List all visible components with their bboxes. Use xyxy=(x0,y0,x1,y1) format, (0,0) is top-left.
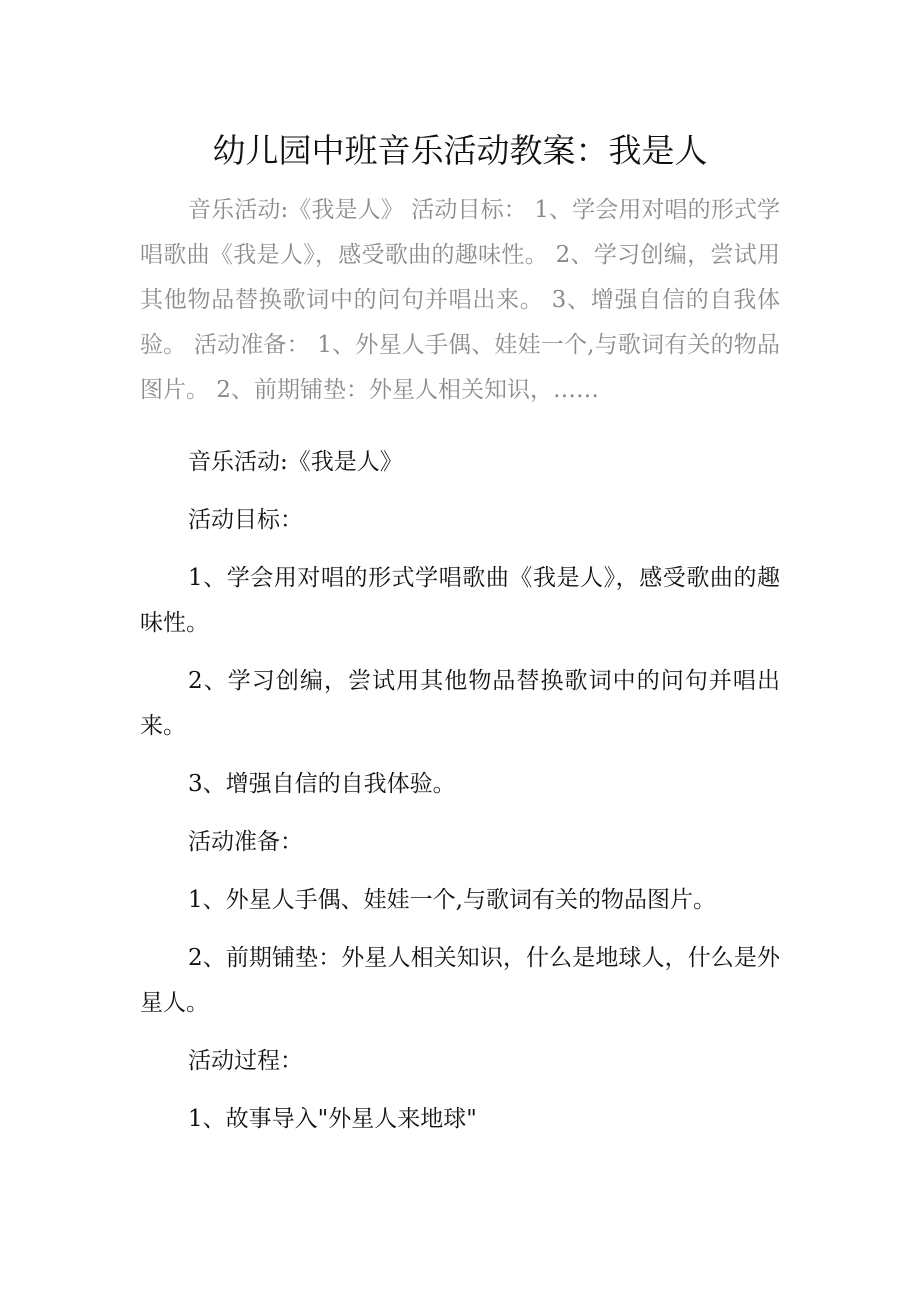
paragraph-goals-heading: 活动目标： xyxy=(188,507,303,533)
paragraph-prep-1: 1、外星人手偶、娃娃一个,与歌词有关的物品图片。 xyxy=(188,887,716,913)
paragraph-prep-heading: 活动准备： xyxy=(188,829,303,855)
paragraph-activity-name: 音乐活动:《我是人》 xyxy=(188,449,403,475)
paragraph-process-1: 1、故事导入"外星人来地球" xyxy=(188,1106,477,1132)
paragraph-process-heading: 活动过程： xyxy=(188,1048,303,1074)
document-body xyxy=(140,440,780,1155)
paragraph-goal-1: 1、学会用对唱的形式学唱歌曲《我是人》，感受歌曲的趣味性。 xyxy=(140,565,780,636)
paragraph-goal-2: 2、学习创编，尝试用其他物品替换歌词中的问句并唱出来。 xyxy=(140,668,780,739)
paragraph-prep-2: 2、前期铺垫：外星人相关知识，什么是地球人，什么是外星人。 xyxy=(140,945,780,1016)
document-summary: 音乐活动:《我是人》 活动目标： 1、学会用对唱的形式学唱歌曲《我是人》，感受歌曲的趣味性。 2、学习创编，尝试用其他物品替换歌词中的问句并唱出来。 3、增强自信的自我体验。 活动准备： 1、外星人手偶、娃娃一个,与歌词有关的物品图片。 2、前期铺垫：外星人相关知识，…… xyxy=(140,197,780,403)
paragraph-goal-3: 3、增强自信的自我体验。 xyxy=(188,771,456,797)
document-title: 幼儿园中班音乐活动教案：我是人 xyxy=(212,131,708,170)
